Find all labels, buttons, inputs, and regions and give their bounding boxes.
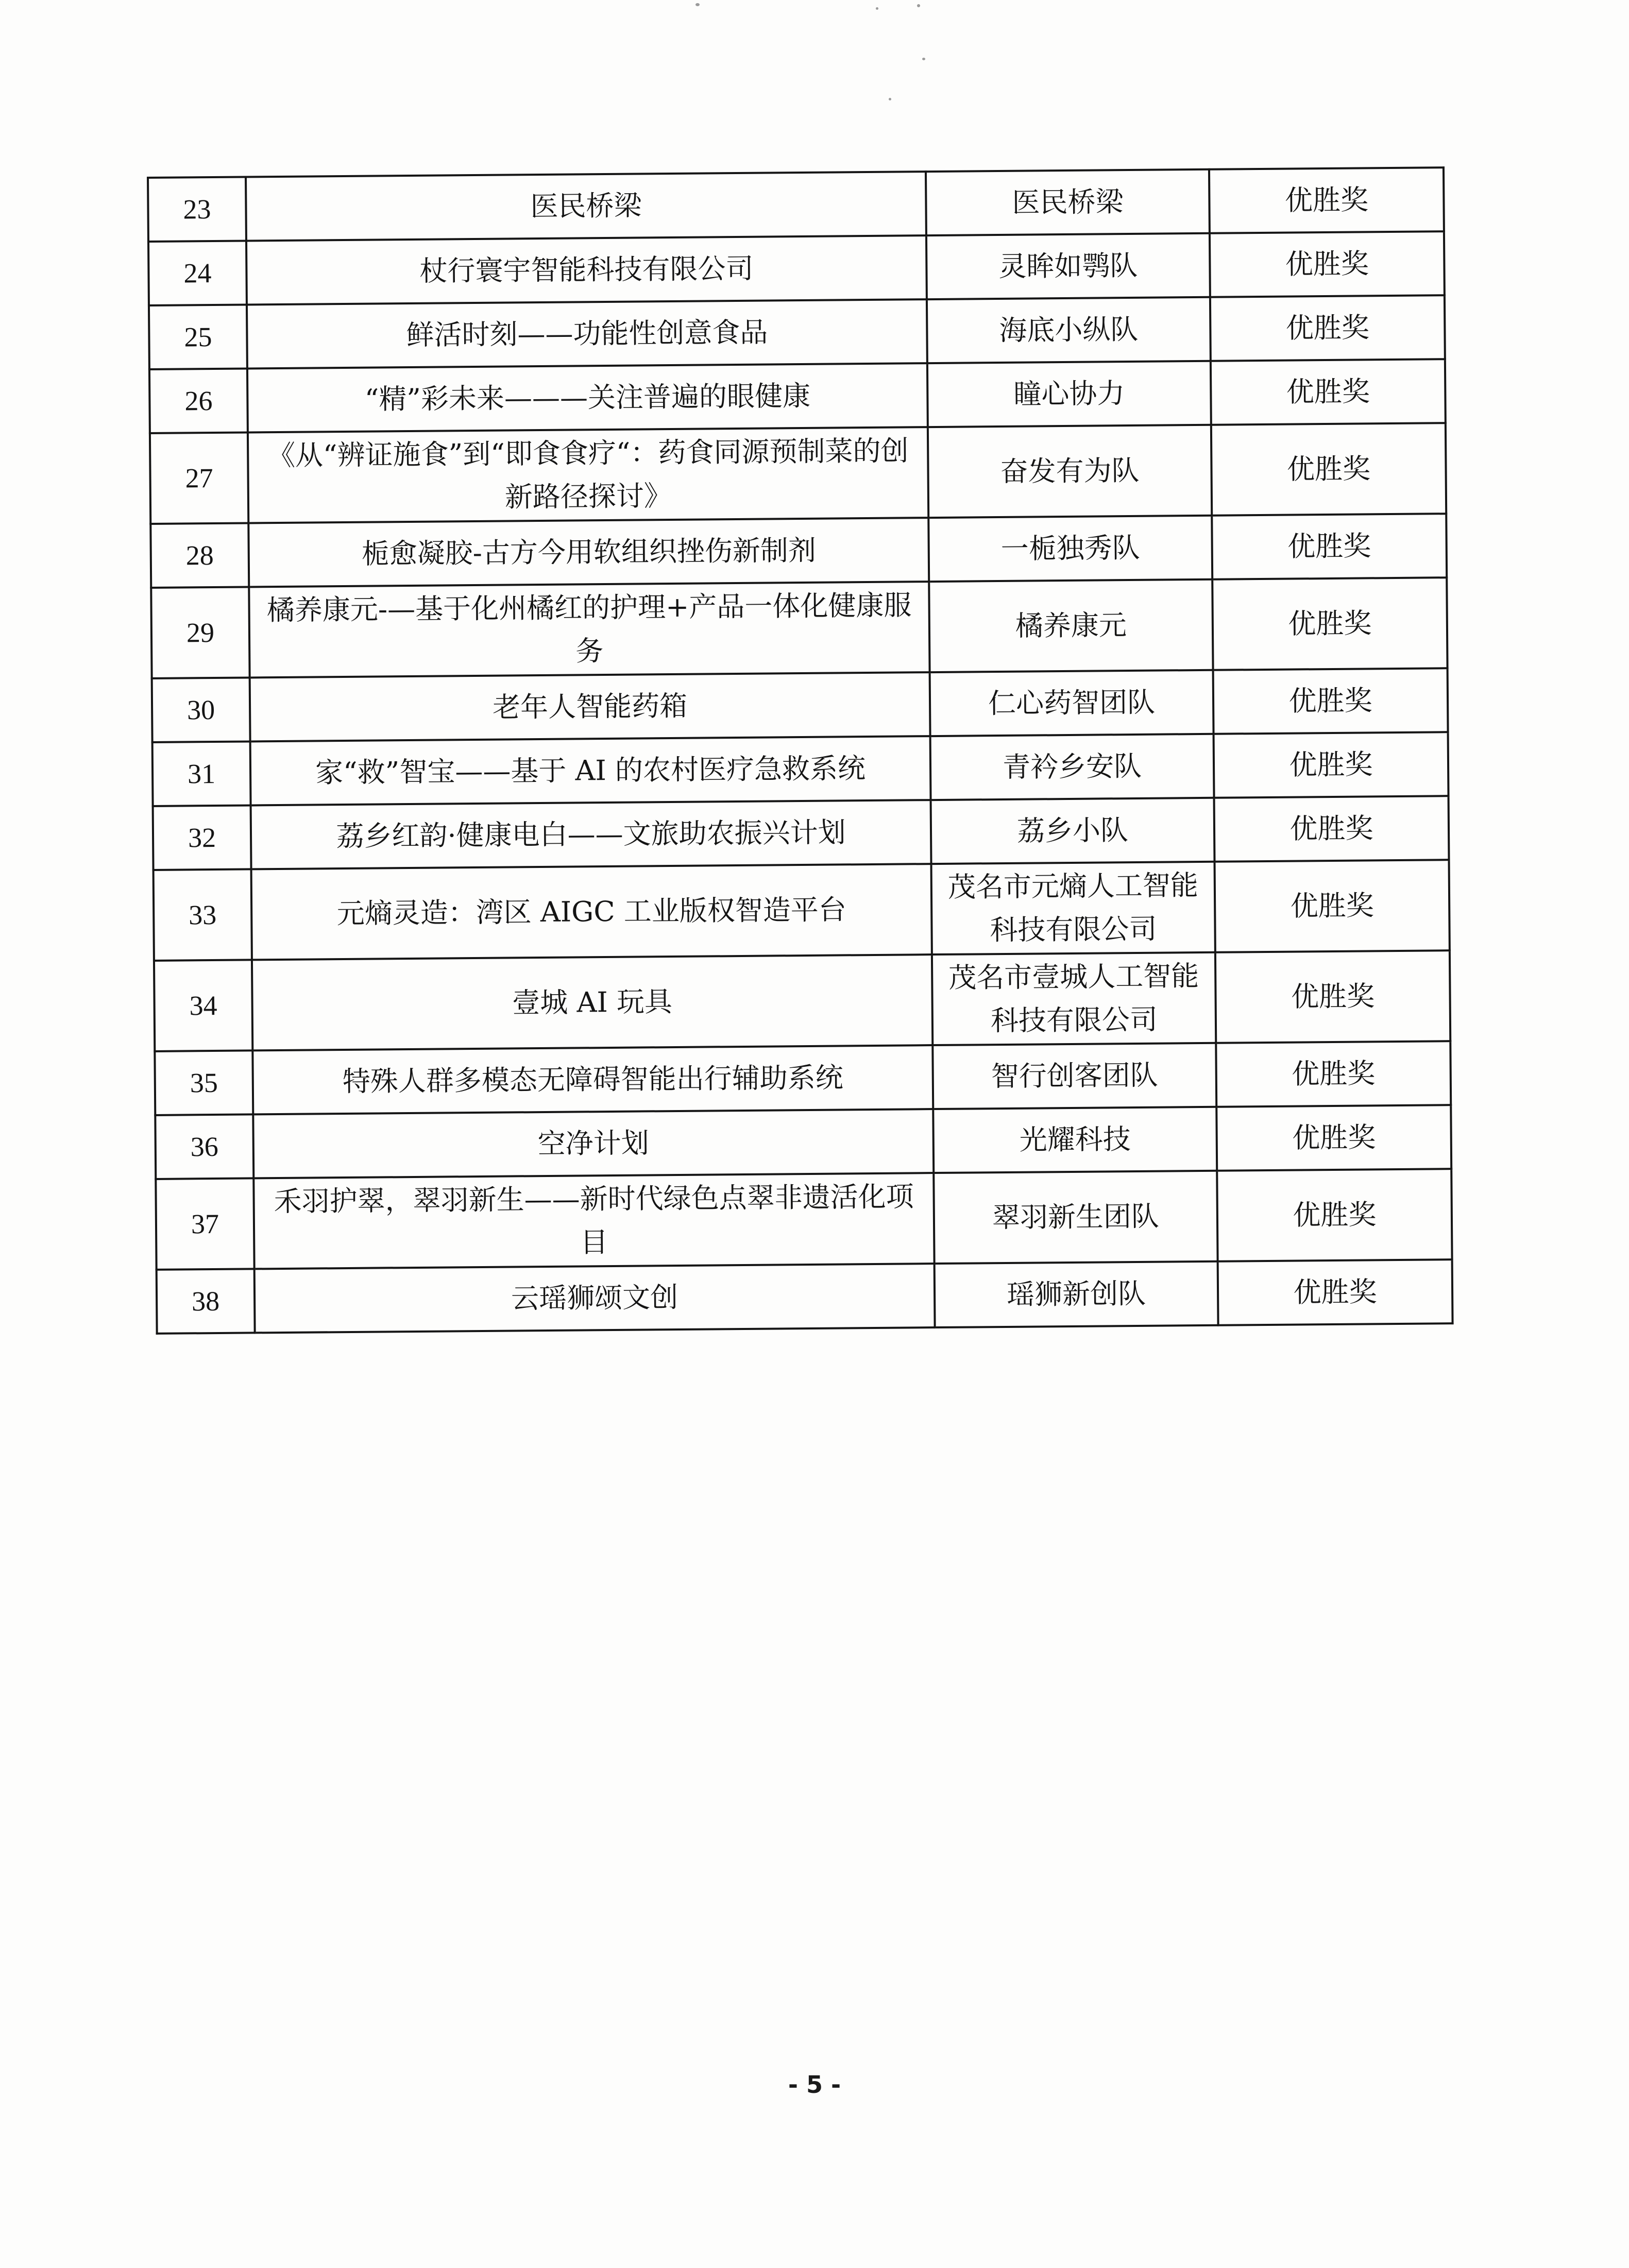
award-level: 优胜奖 [1217,1169,1452,1261]
table-row [155,1041,1451,1115]
project-name: 杖行寰宇智能科技有限公司 [246,235,927,304]
team-name: 医民桥梁 [926,169,1210,235]
table-row [149,295,1445,369]
award-level: 优胜奖 [1216,1041,1451,1107]
row-number: 25 [149,304,247,369]
award-level: 优胜奖 [1216,1105,1451,1171]
row-number: 37 [156,1178,254,1269]
award-level: 优胜奖 [1211,423,1446,516]
table-row [149,359,1446,433]
team-name: 智行创客团队 [932,1043,1216,1109]
team-name: 青衿乡安队 [930,734,1214,800]
team-name: 一栀独秀队 [928,516,1212,582]
project-name: 鲜活时刻——功能性创意食品 [247,299,927,368]
award-level: 优胜奖 [1214,796,1449,862]
team-name: 荔乡小队 [931,798,1215,864]
row-number: 23 [148,177,246,241]
award-level: 优胜奖 [1214,732,1449,798]
project-name: “精”彩未来———关注普遍的眼健康 [247,363,928,432]
row-number: 31 [152,741,251,806]
row-number: 34 [154,960,252,1051]
project-name: 荔乡红韵·健康电白——文旅助农振兴计划 [251,800,931,869]
row-number: 30 [152,677,250,742]
table-row [155,1105,1451,1179]
award-level: 优胜奖 [1215,860,1450,952]
project-name: 家“救”智宝——基于 AI 的农村医疗急救系统 [250,736,931,805]
row-number: 27 [150,432,248,523]
table-row [148,231,1445,305]
team-name: 橘养康元 [929,579,1213,672]
award-level: 优胜奖 [1211,359,1446,425]
table-row [150,423,1446,524]
project-name: 医民桥梁 [246,172,926,241]
project-name: 空净计划 [253,1109,934,1178]
scan-speck [917,4,920,7]
award-level: 优胜奖 [1218,1259,1453,1325]
team-name: 仁心药智团队 [930,670,1214,736]
row-number: 26 [149,368,248,433]
award-level: 优胜奖 [1210,295,1445,361]
award-level: 优胜奖 [1212,577,1447,670]
table-row [150,514,1447,588]
award-level: 优胜奖 [1215,950,1450,1043]
project-name: 老年人智能药箱 [250,672,930,741]
project-name: 栀愈凝胶-古方今用软组织挫伤新制剂 [248,518,929,587]
project-name: 壹城 AI 玩具 [252,954,932,1050]
team-name: 瞳心协力 [927,361,1211,427]
table-row [148,167,1444,242]
row-number: 28 [150,523,249,587]
team-name: 光耀科技 [933,1107,1217,1173]
row-number: 24 [148,241,247,305]
table-row [151,577,1447,678]
row-number: 35 [155,1050,253,1115]
award-level: 优胜奖 [1212,514,1447,579]
scan-speck [889,98,891,100]
table-row [154,860,1450,961]
team-name: 茂名市元熵人工智能科技有限公司 [931,862,1215,954]
scan-speck [922,58,925,60]
scan-speck [876,7,878,10]
scan-speck [695,3,700,6]
team-name: 海底小纵队 [927,297,1211,363]
page-number: - 5 - [788,2071,841,2099]
table-row [153,796,1449,870]
project-name: 禾羽护翠，翠羽新生——新时代绿色点翠非遗活化项目 [253,1173,934,1269]
project-name: 元熵灵造：湾区 AIGC 工业版权智造平台 [251,864,932,960]
team-name: 奋发有为队 [928,425,1212,518]
table-row [152,732,1449,806]
table-row [152,668,1448,742]
award-level: 优胜奖 [1210,231,1445,297]
award-level: 优胜奖 [1213,668,1448,734]
award-level: 优胜奖 [1209,167,1444,233]
awards-table-wrapper [147,166,1452,1335]
row-number: 29 [151,587,249,678]
row-number: 32 [153,805,251,869]
team-name: 翠羽新生团队 [934,1171,1217,1264]
table-row [156,1169,1452,1270]
project-name: 《从“辨证施食”到“即食食疗“：药食同源预制菜的创新路径探讨》 [248,427,928,523]
awards-table [147,166,1454,1335]
team-name: 瑶狮新创队 [935,1261,1218,1327]
row-number: 33 [154,869,252,960]
row-number: 36 [155,1114,253,1179]
row-number: 38 [157,1269,255,1333]
project-name: 橘养康元-—基于化州橘红的护理+产品一体化健康服务 [249,582,929,677]
table-row [157,1259,1453,1334]
team-name: 茂名市壹城人工智能科技有限公司 [932,952,1216,1045]
project-name: 特殊人群多模态无障碍智能出行辅助系统 [252,1045,933,1114]
project-name: 云瑶狮颂文创 [254,1264,935,1333]
table-row [154,950,1450,1051]
team-name: 灵眸如鹗队 [926,233,1210,299]
